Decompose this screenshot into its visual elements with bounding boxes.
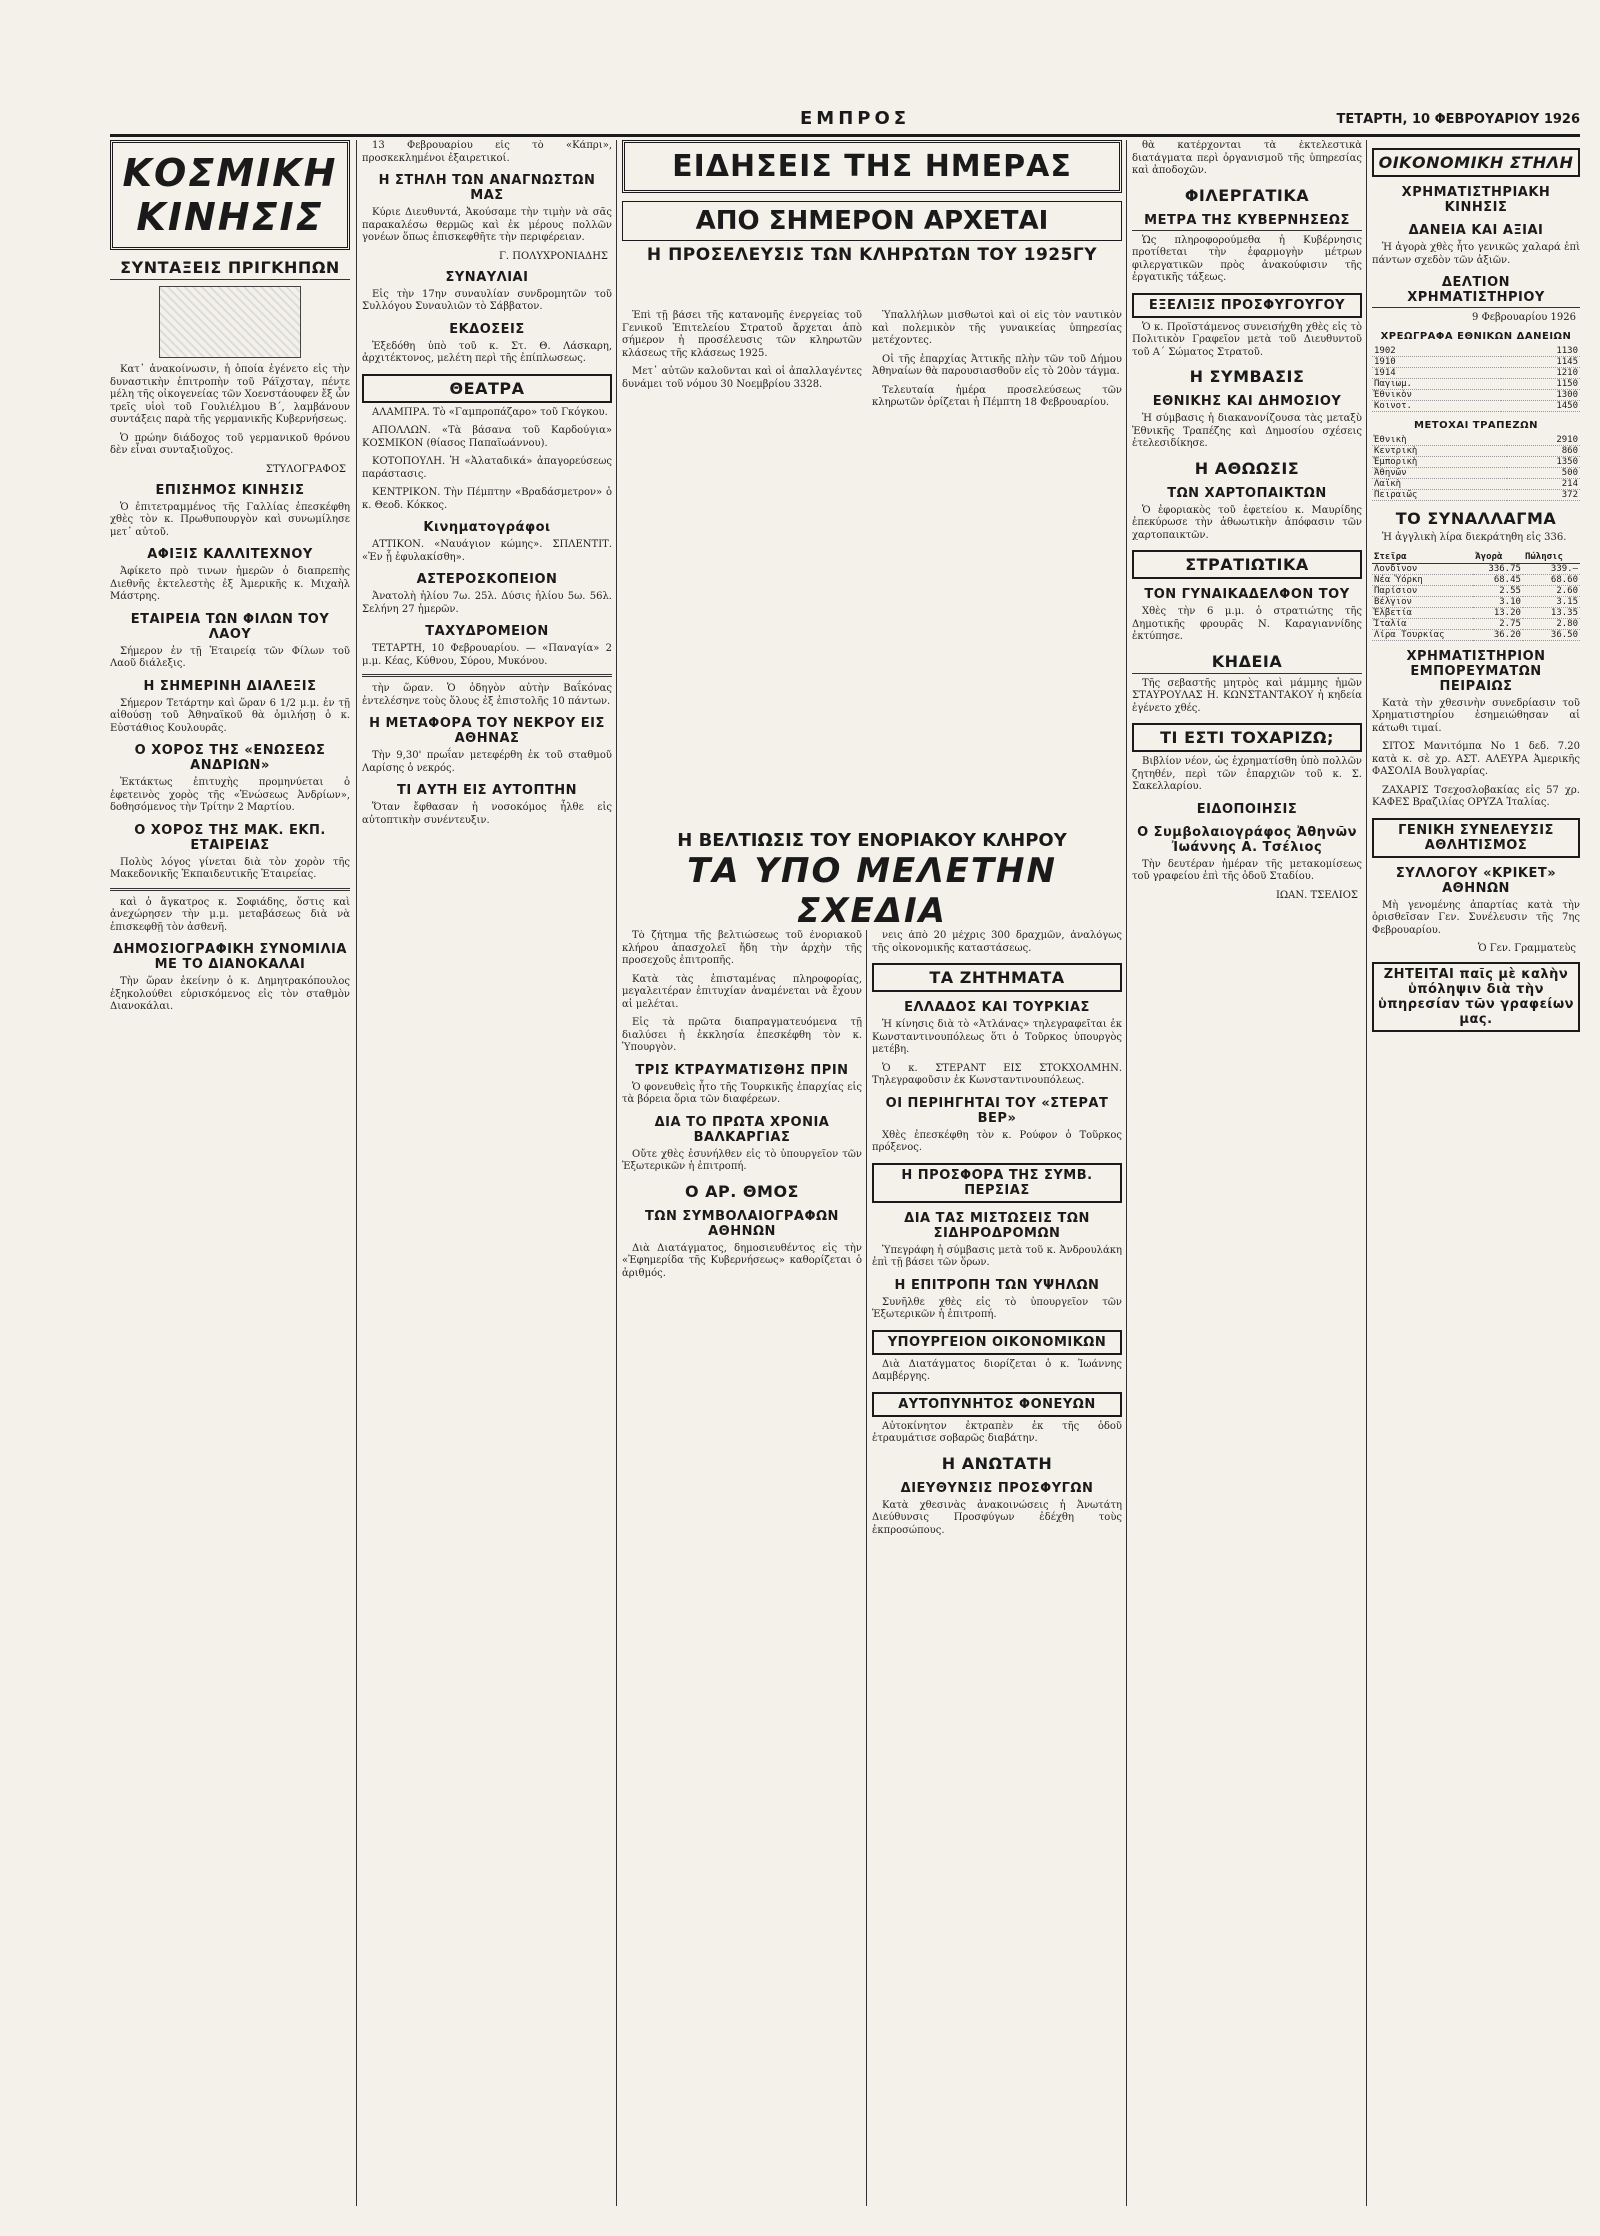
article-text: Χθὲς ἐπεσκέφθη τὸν κ. Ρούφον ὁ Τοῦρκος πρόξενος. xyxy=(872,1129,1122,1153)
column-rule xyxy=(866,930,867,2206)
article-heading: ΑΥΤΟΠΥΝΗΤΟΣ ΦΟΝΕΥΩΝ xyxy=(872,1392,1122,1417)
article-heading: Η ΣΤΗΛΗ ΤΩΝ ΑΝΑΓΝΩΣΤΩΝ ΜΑΣ xyxy=(378,173,596,203)
column-news-right xyxy=(872,930,1122,2200)
article-heading: ΔΙΑ ΤΟ ΠΡΩΤΑ ΧΡΟΝΙΑ ΒΑΛΚΑΡΓΙΑΣ xyxy=(654,1114,830,1145)
article-text: 13 Φεβρουαρίου εἰς τὸ «Κάπρι», προσκεκλημένοι ἐξαιρετικοί. xyxy=(362,140,612,164)
article-text: Εἰς τὴν 17ην συναυλίαν συνδρομητῶν τοῦ Συλλόγου Συναυλιῶν τὸ Σάββατον. xyxy=(362,288,612,312)
notice-heading: ΕΙΔΟΠΟΙΗΣΙΣ xyxy=(1196,801,1298,817)
article-text: Πολὺς λόγος γίνεται διὰ τὸν χορὸν τῆς Μακεδονικῆς Ἐκπαιδευτικῆς Ἑταιρείας. xyxy=(110,856,350,880)
clergy-headline: Η ΒΕΛΤΙΩΣΙΣ ΤΟΥ ΕΝΟΡΙΑΚΟΥ ΚΛΗΡΟΥ xyxy=(677,830,1067,851)
article-text: τὴν ὥραν. Ὁ ὁδηγὸν αὐτὴν Βαΐκόνας ἐντελέσηνε τοὺς ὅλους ἐξ ἐπιστολῆς 10 πάντων. xyxy=(362,683,612,707)
column-news-left xyxy=(622,930,862,2200)
article-subheading: ΔΙΕΥΘΥΝΣΙΣ ΠΡΟΣΦΥΓΩΝ xyxy=(900,1480,1094,1496)
row-value: 3.15 xyxy=(1523,596,1580,607)
theater-listing: ΚΟΤΟΠΟΥΛΗ. Ἡ «Ἀλαταδικά» ἀπαγορεύσεως παράστασις. xyxy=(362,456,612,480)
article-text: Ἐπὶ τῇ βάσει τῆς κατανομῆς ἐνεργείας τοῦ Γενικοῦ Ἐπιτελείου Στρατοῦ ἄρχεται ἀπὸ σήμερον ἡ προσέλευσις τῶν κληρωτῶν κλάσεως τῆς κλάσεως 1925. xyxy=(622,310,862,359)
row-label: Παρίσιον xyxy=(1372,585,1473,596)
section-banner: ΟΙΚΟΝΟΜΙΚΗ ΣΤΗΛΗ xyxy=(1372,148,1580,177)
row-label: Ἑλβετία xyxy=(1372,607,1473,618)
article-text: Ὁ πρώην διάδοχος τοῦ γερμανικοῦ θρόνου δὲν εἶναι συνταξιοῦχος. xyxy=(110,432,350,456)
article-text: θὰ κατέρχονται τὰ ἐκτελεστικὰ διατάγματα περὶ ὀργανισμοῦ τῆς ὑπηρεσίας καὶ ἀποδοχῶν. xyxy=(1132,140,1362,176)
article-heading: ΓΕΝΙΚΗ ΣΥΝΕΛΕΥΣΙΣ ΑΘΛΗΤΙΣΜΟΣ xyxy=(1372,818,1580,858)
row-value: 214 xyxy=(1507,479,1580,490)
row-value: 860 xyxy=(1507,446,1580,457)
row-label: Ἐμπορικὴ xyxy=(1372,457,1507,468)
article-text: Ἡ σύμβασις ἡ διακανονίζουσα τὰς μεταξὺ Ἐθνικῆς Τραπέζης καὶ Δημοσίου σχέσεις ἐτελεσιδίκησε. xyxy=(1132,413,1362,449)
article-text: Ὑπεγράφη ἡ σύμβασις μετὰ τοῦ κ. Ἀνδρουλάκη ἐπὶ τῇ βάσει τῶν ὅρων. xyxy=(872,1244,1122,1268)
article-subheading: ΤΩΝ ΧΑΡΤΟΠΑΙΚΤΩΝ xyxy=(1167,485,1327,501)
article-subheading: ΕΘΝΙΚΗΣ ΚΑΙ ΔΗΜΟΣΙΟΥ xyxy=(1152,394,1342,409)
article-text: Μὴ γενομένης ἀπαρτίας κατὰ τὴν ὁρισθεῖσαν Γεν. Συνέλευσιν τῆς 7ης Φεβρουαρίου. xyxy=(1372,899,1580,936)
shares-table xyxy=(1372,435,1580,501)
article-heading: Η ΣΗΜΕΡΙΝΗ ΔΙΑΛΕΞΙΣ xyxy=(143,678,317,694)
news-section-title: ΕΙΔΗΣΕΙΣ ΤΗΣ ΗΜΕΡΑΣ xyxy=(622,140,1122,193)
article-text: Ἀφίκετο πρὸ τινων ἡμερῶν ὁ διαπρεπὴς Διεθνῆς ἐκτελεστὴς ἐξ Ἀμερικῆς κ. Μιχαὴλ Μάστρης. xyxy=(110,566,350,602)
column-rule xyxy=(356,140,357,2206)
article-text: ΣΙΤΟΣ Μανιτόμπα Νο 1 δεδ. 7.20 κατὰ κ. σὲ χρ. ΑΣΤ. ΑΛΕΥΡΑ Ἀμερικῆς ΦΑΣΟΛΙΑ Βουλγαρίας. xyxy=(1372,741,1580,777)
row-value: 1210 xyxy=(1501,368,1580,379)
article-heading: ΣΥΝΑΥΛΙΑΙ xyxy=(445,269,529,285)
article-text: Κατὰ τὴν χθεσινὴν συνεδρίασιν τοῦ Χρηματιστηρίου ἐσημειώθησαν αἱ κάτωθι τιμαί. xyxy=(1372,697,1580,734)
row-label: Ἀθηνῶν xyxy=(1372,468,1507,479)
column-news-left-top xyxy=(622,310,862,820)
article-heading: Η ΑΝΩΤΑΤΗ xyxy=(941,1453,1053,1473)
row-label: 1910 xyxy=(1372,357,1501,368)
table-row xyxy=(1372,346,1580,357)
byline: Ὁ Γεν. Γραμματεὺς xyxy=(1477,943,1576,954)
column-economy xyxy=(1372,140,1580,2206)
article-heading: Η ΑΘΩΩΣΙΣ xyxy=(1194,458,1300,478)
article-text: Διὰ Διατάγματος διορίζεται ὁ κ. Ἰωάννης Δαμβέργης. xyxy=(872,1358,1122,1382)
cinemas-heading: Κινηματογράφοι xyxy=(423,520,551,535)
table-row xyxy=(1372,457,1580,468)
row-value: 3.10 xyxy=(1473,596,1523,607)
article-text: Τὴν 9,30' πρωΐαν μετεφέρθη ἐκ τοῦ σταθμοῦ Λαρίσης ὁ νεκρός. xyxy=(362,750,612,774)
article-text: Συνῆλθε χθὲς εἰς τὸ ὑπουργεῖον τῶν Ἐξωτερικῶν ἡ ἐπιτροπή. xyxy=(872,1296,1122,1320)
decorative-illustration xyxy=(159,286,301,358)
row-value: 68.60 xyxy=(1523,574,1580,585)
article-heading: Ο ΑΡ. ΘΜΟΣ xyxy=(685,1181,799,1201)
article-text: Οὔτε χθὲς ἐσυνήλθεν εἰς τὸ ὑπουργεῖον τῶν Ἐξωτερικῶν ἡ ἐπιτροπή. xyxy=(622,1148,862,1172)
clergy-banner xyxy=(622,830,1122,931)
row-value: 13.35 xyxy=(1523,607,1580,618)
row-label: Λαϊκὴ xyxy=(1372,479,1507,490)
row-label: Πειραιῶς xyxy=(1372,490,1507,501)
row-value: 1300 xyxy=(1501,390,1580,401)
article-text: Ὅταν ἔφθασαν ἡ νοσοκόμος ἦλθε εἰς αὐτοπτικὴν συνέντευξιν. xyxy=(362,802,612,826)
row-value: 13.20 xyxy=(1473,607,1523,618)
article-heading: Η ΕΠΙΤΡΟΠΗ ΤΩΝ ΥΨΗΛΩΝ xyxy=(894,1277,1100,1293)
article-heading: ΣΤΡΑΤΙΩΤΙΚΑ xyxy=(1132,550,1362,579)
article-text: νεις ἀπὸ 20 μέχρις 300 δραχμῶν, ἀναλόγως τῆς οἰκονομικῆς καταστάσεως. xyxy=(872,930,1122,954)
table-row xyxy=(1372,368,1580,379)
theaters-heading: ΘΕΑΤΡΑ xyxy=(362,374,612,403)
issue-date: ΤΕΤΑΡΤΗ, 10 ΦΕΒΡΟΥΑΡΙΟΥ 1926 xyxy=(1336,112,1580,127)
article-subheading: ΔΙΑ ΤΑΣ ΜΙΣΤΩΣΕΙΣ ΤΩΝ ΣΙΔΗΡΟΔΡΟΜΩΝ xyxy=(904,1210,1090,1241)
row-label: Ἐθνικὴ xyxy=(1372,435,1507,446)
table-row xyxy=(1372,563,1580,574)
row-label: Λονδῖνον xyxy=(1372,563,1473,574)
funeral-heading: ΚΗΔΕΙΑ xyxy=(1132,652,1362,674)
column-header: Πώλησις xyxy=(1523,551,1580,564)
article-text: Ὡς πληροφορούμεθα ἡ Κυβέρνησις προτίθεται τὴν ἐφαρμογὴν μέτρων φιλεργατικῶν πρὸς ἀνακούφισιν τῆς ἐργατικῆς τάξεως. xyxy=(1132,234,1362,283)
table-row xyxy=(1372,490,1580,501)
article-heading: ΕΠΙΣΗΜΟΣ ΚΙΝΗΣΙΣ xyxy=(155,482,305,498)
bulletin-heading: ΔΕΛΤΙΟΝ ΧΡΗΜΑΤΙΣΤΗΡΙΟΥ xyxy=(1372,275,1580,308)
table-row xyxy=(1372,607,1580,618)
column-news-right-top xyxy=(872,310,1122,820)
article-text: Ἡ κίνησις διὰ τὸ «Ἀτλάνας» τηλεγραφεῖται ἐκ Κωνσταντινουπόλεως ὅτι ὁ Τοῦρκος ὑπουργὸς μετέβη. xyxy=(872,1019,1122,1055)
article-subheading: ΕΛΛΑΔΟΣ ΚΑΙ ΤΟΥΡΚΙΑΣ xyxy=(904,1000,1090,1015)
row-value: 2.60 xyxy=(1523,585,1580,596)
article-text: Ὑπαλλήλων μισθωτοὶ καὶ οἱ εἰς τὸν ναυτικὸν καὶ πολεμικὸν τῆς γυναικείας ὑπηρεσίας μετέχοντες. xyxy=(872,310,1122,346)
article-heading: Ο ΧΟΡΟΣ ΤΗΣ «ΕΝΩΣΕΩΣ ΑΝΔΡΙΩΝ» xyxy=(134,743,326,773)
article-text: Τελευταία ἡμέρα προσελεύσεως τῶν κληρωτῶν ὁρίζεται ἡ Πέμπτη 18 Φεβρουαρίου. xyxy=(872,384,1122,408)
article-heading: ΦΙΛΕΡΓΑΤΙΚΑ xyxy=(1184,185,1310,205)
divider xyxy=(110,888,350,891)
article-text: ΤΕΤΑΡΤΗ, 10 Φεβρουαρίου. — «Παναγία» 2 μ.μ. Κέας, Κύθνου, Σύρου, Μυκόνου. xyxy=(362,643,612,667)
row-label: Παγιωμ. xyxy=(1372,379,1501,390)
article-text: Βιβλίον νέον, ὡς ἐχρηματίσθη ὑπὸ πολλῶν ζητηθέν, περὶ τῶν ἐπαρχιῶν τοῦ κ. Σ. Σακελλαρίου. xyxy=(1132,756,1362,792)
table-row xyxy=(1372,390,1580,401)
observatory-heading: ΑΣΤΕΡΟΣΚΟΠΕΙΟΝ xyxy=(416,572,558,587)
row-value: 1130 xyxy=(1501,346,1580,357)
theater-listing: ΑΛΑΜΠΡΑ. Τὸ «Γαμπροπάζαρο» τοῦ Γκόγκου. xyxy=(372,406,608,418)
article-text: Τὴν δευτέραν ἡμέραν τῆς μετακομίσεως τοῦ γραφείου ἐπὶ τῆς ὁδοῦ Σταδίου. xyxy=(1132,858,1362,882)
article-heading: ΤΙ ΕΣΤΙ ΤΟΧΑΡΙΖΩ; xyxy=(1132,723,1362,752)
column-rule xyxy=(1366,140,1367,2206)
news-banner xyxy=(622,140,1122,265)
row-value: 2.75 xyxy=(1473,618,1523,629)
article-text: Τὴν ὥραν ἐκείνην ὁ κ. Δημητρακόπουλος ἐξηκολούθει εὑρισκόμενος εἰς τὸν σταθμὸν Διανοκάλαι. xyxy=(110,976,350,1012)
row-value: 372 xyxy=(1507,490,1580,501)
article-heading: ΔΗΜΟΣΙΟΓΡΑΦΙΚΗ ΣΥΝΟΜΙΛΙΑ ΜΕ ΤΟ ΔΙΑΝΟΚΑΛΑΙ xyxy=(113,942,347,972)
column-rule xyxy=(616,140,617,2206)
table-row xyxy=(1372,446,1580,457)
row-value: 500 xyxy=(1507,468,1580,479)
row-value: 1450 xyxy=(1501,401,1580,412)
table-row xyxy=(1372,435,1580,446)
notice-subheading: Ο Συμβολαιογράφος Ἀθηνῶν Ἰωάννης Α. Τσέλιος xyxy=(1137,824,1357,855)
article-text: Σήμερον ἐν τῇ Ἑταιρείᾳ τῶν Φίλων τοῦ Λαοῦ διάλεξις. xyxy=(110,645,350,669)
row-value: 336.75 xyxy=(1473,563,1523,574)
article-heading: ΣΥΝΤΑΞΕΙΣ ΠΡΙΓΚΗΠΩΝ xyxy=(110,258,350,280)
article-heading: Ο ΧΟΡΟΣ ΤΗΣ ΜΑΚ. ΕΚΠ. ΕΤΑΙΡΕΙΑΣ xyxy=(134,822,326,853)
row-value: 339.— xyxy=(1523,563,1580,574)
row-label: Κοινοτ. xyxy=(1372,401,1501,412)
article-heading: Η ΣΥΜΒΑΣΙΣ xyxy=(1189,367,1305,386)
table-row xyxy=(1372,357,1580,368)
article-heading: ΧΡΗΜΑΤΙΣΤΗΡΙΑΚΗ ΚΙΝΗΣΙΣ xyxy=(1401,185,1551,215)
bonds-table xyxy=(1372,346,1580,412)
article-heading: Η ΠΡΟΣΦΟΡΑ ΤΗΣ ΣΥΜΒ. ΠΕΡΣΙΑΣ xyxy=(872,1163,1122,1203)
article-subheading: ΤΟΝ ΓΥΝΑΙΚΑΔΕΛΦΟΝ ΤΟΥ xyxy=(1144,587,1350,602)
byline: Γ. ΠΟΛΥΧΡΟΝΙΑΔΗΣ xyxy=(498,250,608,262)
article-heading: ΕΞΕΛΙΞΙΣ ΠΡΟΣΦΥΓΟΥΓΟΥ xyxy=(1132,293,1362,318)
article-text: Κατὰ τὰς ἐπισταμένας πληροφορίας, μεγαλειτέραν ἐπιτυχίαν ἀναμένεται νὰ ἔχουν αἱ μελέται. xyxy=(622,973,862,1010)
article-text: Ἐκτάκτως ἐπιτυχὴς προμηνύεται ὁ ἐφετεινὸς χορὸς τῆς «Ἑνώσεως Ἀνδρίων», δοθησόμενος τὴν Τρίτην 2 Μαρτίου. xyxy=(110,777,350,813)
article-text: Αὐτοκίνητον ἐκτραπὲν ἐκ τῆς ὁδοῦ ἐτραυμάτισε σοβαρῶς διαβάτην. xyxy=(872,1420,1122,1444)
article-heading: Η ΜΕΤΑΦΟΡΑ ΤΟΥ ΝΕΚΡΟΥ ΕΙΣ ΑΘΗΝΑΣ xyxy=(369,716,605,746)
article-text: Ἀνατολὴ ἡλίου 7ω. 25λ. Δύσις ἡλίου 5ω. 56λ. Σελήνη 27 ἡμερῶν. xyxy=(362,591,612,615)
article-heading: ΥΠΟΥΡΓΕΙΟΝ ΟΙΚΟΝΟΜΙΚΩΝ xyxy=(872,1330,1122,1355)
row-value: 2.80 xyxy=(1523,618,1580,629)
running-head xyxy=(110,108,1580,137)
row-value: 1350 xyxy=(1507,457,1580,468)
divider xyxy=(362,674,612,677)
lead-subheadline: Η ΠΡΟΣΕΛΕΥΣΙΣ ΤΩΝ ΚΛΗΡΩΤΩΝ ΤΟΥ 1925ΓΥ xyxy=(646,245,1098,265)
article-heading: ΤΑ ΖΗΤΗΜΑΤΑ xyxy=(872,963,1122,992)
article-text: Τὸ ζήτημα τῆς βελτιώσεως τοῦ ἐνοριακοῦ κλήρου ἀπασχολεῖ ἤδη τὴν ἀρχὴν τῆς προσεχοῦς ἐπιτροπῆς. xyxy=(622,930,862,966)
exchange-heading: ΤΟ ΣΥΝΑΛΛΑΓΜΑ xyxy=(1395,509,1557,528)
article-text: Διὰ Διατάγματος, δημοσιευθέντος εἰς τὴν «Ἐφημερίδα τῆς Κυβερνήσεως» καθορίζεται ὁ ἀριθμός. xyxy=(622,1242,862,1279)
article-text: Κατὰ χθεσινὰς ἀνακοινώσεις ἡ Ἀνωτάτη Διεύθυνσις Προσφύγων ἐδέχθη τοὺς ἐκπροσώπους. xyxy=(872,1499,1122,1536)
row-label: Ἐθνικὸν xyxy=(1372,390,1501,401)
article-subheading: ΔΑΝΕΙΑ ΚΑΙ ΑΞΙΑΙ xyxy=(1408,223,1544,238)
article-subheading: ΤΩΝ ΣΥΜΒΟΛΑΙΟΓΡΑΦΩΝ ΑΘΗΝΩΝ xyxy=(645,1208,839,1239)
theater-listing: ΑΠΟΛΛΩΝ. «Τὰ βάσανα τοῦ Καρδούγια» ΚΟΣΜΙΚΟΝ (θίασος Παπαϊωάννου). xyxy=(362,425,612,449)
row-value: 1145 xyxy=(1501,357,1580,368)
row-label: 1902 xyxy=(1372,346,1501,357)
column-header: Ἀγορὰ xyxy=(1473,551,1523,564)
column-rule xyxy=(1126,140,1127,2206)
theater-listing: ΚΕΝΤΡΙΚΟΝ. Τὴν Πέμπτην «Βραδάσμετρον» ὁ κ. Θεοδ. Κόκκος. xyxy=(362,487,612,511)
row-label: Ἰταλία xyxy=(1372,618,1473,629)
table-title: ΜΕΤΟΧΑΙ ΤΡΑΠΕΖΩΝ xyxy=(1414,420,1538,431)
row-value: 2.55 xyxy=(1473,585,1523,596)
table-row xyxy=(1372,479,1580,490)
classified-ad: ΖΗΤΕΙΤΑΙ παῖς μὲ καλὴν ὑπόληψιν διὰ τὴν ὑπηρεσίαν τῶν γραφείων μας. xyxy=(1372,962,1580,1032)
article-text: Εἰς τὰ πρῶτα διαπραγματευόμενα τῇ διαλύσει ἡ ἐκκλησία ἐπεσκέφθη τὸν κ. Ὑπουργὸν. xyxy=(622,1017,862,1053)
table-row xyxy=(1372,585,1580,596)
column-society xyxy=(110,140,350,2206)
byline: ΙΩΑΝ. ΤΣΕΛΙΟΣ xyxy=(1275,889,1358,901)
article-text: Ἐξεδόθη ὑπὸ τοῦ κ. Στ. Θ. Λάσκαρη, ἀρχιτέκτονος, μελέτη περὶ τῆς ἐπίπλωσεως. xyxy=(362,340,612,364)
bulletin-date: 9 Φεβρουαρίου 1926 xyxy=(1472,312,1576,323)
exchange-table xyxy=(1372,551,1580,641)
row-value: 36.50 xyxy=(1523,629,1580,640)
row-value: 2910 xyxy=(1507,435,1580,446)
article-text: Τῆς σεβαστῆς μητρὸς καὶ μάμμης ἡμῶν ΣΤΑΥΡΟΥΛΑΣ Η. ΚΩΝΣΤΑΝΤΑΚΟΥ ἡ κηδεία ἐγένετο χθές. xyxy=(1132,677,1362,714)
article-text: Κατ᾽ ἀνακοίνωσιν, ἡ ὁποία ἐγένετο εἰς τὴν δυναστικὴν ἐπιτροπὴν τοῦ Ράϊχσταγ, πέντε μέλη τῆς οἰκογενείας τῶν Χοενστάουφεν ἔξ ὧν τρεῖς υἱοὶ τοῦ Γουλιέλμου Β΄, λαμβάνουν συντάξεις παρὰ τῆς γερμανικῆς Κυβερνήσεως. xyxy=(110,364,350,425)
row-label: Κεντρικὴ xyxy=(1372,446,1507,457)
post-office-heading: ΤΑΧΥΔΡΟΜΕΙΟΝ xyxy=(425,624,549,639)
row-label: Βέλγιον xyxy=(1372,596,1473,607)
article-subheading: ΜΕΤΡΑ ΤΗΣ ΚΥΒΕΡΝΗΣΕΩΣ xyxy=(1132,213,1362,231)
article-heading: ΑΦΙΞΙΣ ΚΑΛΛΙΤΕΧΝΟΥ xyxy=(147,547,313,562)
article-text: Ὁ ἐφοριακὸς τοῦ ἐφετείου κ. Μαυρίδης ἐπεκύρωσε τὴν ἀθωωτικὴν ἀπόφασιν τῶν χαρτοπαικτῶν. xyxy=(1132,504,1362,541)
masthead: ΕΜΠΡΟΣ xyxy=(800,108,911,129)
article-text: Ὁ κ. Προϊστάμενος συνεισήχθη χθὲς εἰς τὸ Πολιτικὸν Γραφεῖον μετὰ τοῦ Διευθυντοῦ τοῦ Α΄ Σώματος Στρατοῦ. xyxy=(1132,321,1362,358)
article-text: Ὁ φονευθεὶς ἦτο τῆς Τουρκικῆς ἐπαρχίας εἰς τὰ βόρεια ὅρια τῶν διαφέρεων. xyxy=(622,1081,862,1105)
article-heading: ΤΙ ΑΥΤΗ ΕΙΣ ΑΥΤΟΠΤΗΝ xyxy=(396,783,577,798)
section-banner: ΚΟΣΜΙΚΗ ΚΙΝΗΣΙΣ xyxy=(110,140,350,250)
article-text: καὶ ὁ ἄγκατρος κ. Σοφιάδης, ὅστις καὶ ἀνεχώρησεν τὴν μ.μ. μεταβάσεως διὰ νὰ ἐπισκεφθῇ τὸν ἀσθενῆ. xyxy=(110,896,350,933)
article-text: Ἡ ἀγγλικὴ λίρα διεκράτηθη εἰς 336. xyxy=(1382,532,1567,543)
column-header: Στεῖρα xyxy=(1372,551,1473,564)
article-text: Ὁ κ. ΣΤΕΡΑΝΤ ΕΙΣ ΣΤΟΚΧΟΛΜΗΝ. Τηλεγραφοῦσιν ἐκ Κωνσταντινουπόλεως. xyxy=(872,1062,1122,1086)
cinema-listing: ΑΤΤΙΚΟΝ. «Ναυάγιον κώμης». ΣΠΛΕΝΤΙΤ. «Ἐν ᾗ ἐφυλακίσθη». xyxy=(362,539,612,563)
article-subheading: ΣΥΛΛΟΓΟΥ «ΚΡΙΚΕΤ» ΑΘΗΝΩΝ xyxy=(1395,865,1557,896)
table-row xyxy=(1372,618,1580,629)
article-text: Κύριε Διευθυντά, Ἀκούσαμε τὴν τιμὴν νὰ σᾶς παρακαλέσω θερμῶς καὶ ἐκ μέρους πολλῶν γονέων ὅπως ἐπισκεφθῆτε τὴν περιφέρειαν. xyxy=(362,207,612,243)
article-heading: ΧΡΗΜΑΤΙΣΤΗΡΙΟΝ ΕΜΠΟΡΕΥΜΑΤΩΝ ΠΕΙΡΑΙΩΣ xyxy=(1406,648,1546,694)
article-text: Οἱ τῆς ἐπαρχίας Ἀττικῆς πλὴν τῶν τοῦ Δήμου Ἀθηναίων θὰ παρουσιασθοῦν εἰς τὸ 20ὸν τάγμα. xyxy=(872,353,1122,377)
article-heading: ΕΤΑΙΡΕΙΑ ΤΩΝ ΦΙΛΩΝ ΤΟΥ ΛΑΟΥ xyxy=(130,611,330,642)
lead-headline: ΑΠΟ ΣΗΜΕΡΟΝ ΑΡΧΕΤΑΙ xyxy=(622,201,1122,241)
article-text: Σήμερον Τετάρτην καὶ ὥραν 6 1/2 μ.μ. ἐν τῇ αἰθούσῃ τοῦ Ἀθηναϊκοῦ θὰ ὁμιλήσῃ ὁ κ. Εὐστάθιος Κουλουρᾶς. xyxy=(110,697,350,734)
article-text: ΖΑΧΑΡΙΣ Τσεχοσλοβακίας εἰς 57 χρ. ΚΑΦΕΣ Βραζιλίας ΟΡΥΖΑ Ἰταλίας. xyxy=(1372,784,1580,808)
article-text: Χθὲς τὴν 6 μ.μ. ὁ στρατιώτης τῆς Δημοτικῆς φρουρᾶς Ν. Καραγιαννίδης ἐκτύπησε. xyxy=(1132,606,1362,642)
row-value: 68.45 xyxy=(1473,574,1523,585)
table-row xyxy=(1372,401,1580,412)
row-value: 36.20 xyxy=(1473,629,1523,640)
row-label: Νέα Ὑόρκη xyxy=(1372,574,1473,585)
table-row xyxy=(1372,379,1580,390)
clergy-subheadline: ΤΑ ΥΠΟ ΜΕΛΕΤΗΝ ΣΧΕΔΙΑ xyxy=(687,851,1057,931)
column-arts xyxy=(362,140,612,2206)
row-label: Λίρα Τουρκίας xyxy=(1372,629,1473,640)
table-row xyxy=(1372,468,1580,479)
article-heading: ΕΚΔΟΣΕΙΣ xyxy=(449,321,525,337)
table-row xyxy=(1372,574,1580,585)
article-text: Ὁ ἐπιτετραμμένος τῆς Γαλλίας ἐπεσκέφθη χθὲς τὸν κ. Πρωθυπουργὸν καὶ συνωμίλησε μετ᾽ αὐτοῦ. xyxy=(110,501,350,538)
article-heading: ΟΙ ΠΕΡΙΗΓΗΤΑΙ ΤΟΥ «ΣΤΕΡΑΤ ΒΕΡ» xyxy=(885,1095,1109,1126)
row-value: 1150 xyxy=(1501,379,1580,390)
row-label: 1914 xyxy=(1372,368,1501,379)
article-heading: ΤΡΙΣ ΚΤΡΑΥΜΑΤΙΣΘΗΣ ΠΡΙΝ xyxy=(635,1062,849,1078)
table-row xyxy=(1372,596,1580,607)
article-text: Μετ᾽ αὐτῶν καλοῦνται καὶ οἱ ἀπαλλαγέντες δυνάμει τοῦ νόμου 30 Νοεμβρίου 3328. xyxy=(622,366,862,390)
column-government xyxy=(1132,140,1362,2206)
table-title: ΧΡΕΩΓΡΑΦΑ ΕΘΝΙΚΩΝ ΔΑΝΕΙΩΝ xyxy=(1380,331,1572,342)
byline: ΣΤΥΛΟΓΡΑΦΟΣ xyxy=(265,463,346,475)
article-text: Ἡ ἀγορὰ χθὲς ἦτο γενικῶς χαλαρά ἐπὶ πάντων σχεδὸν τῶν ἀξιῶν. xyxy=(1372,242,1580,266)
table-row xyxy=(1372,629,1580,640)
